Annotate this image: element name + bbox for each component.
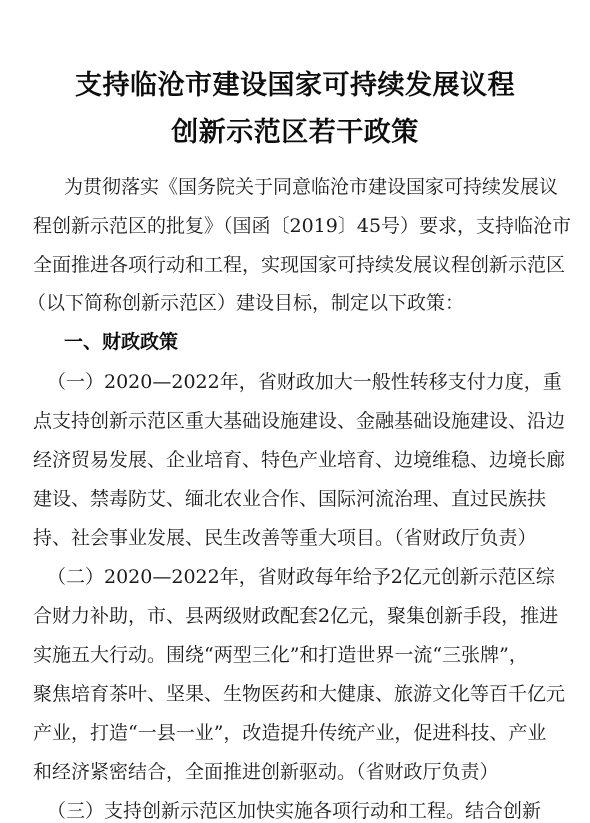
item-1-line-5-text: 持、社会事业发展、民生改善等重大项目。（省财政厅负责）	[33, 527, 537, 549]
item-2-line-4-text: 聚焦培育茶叶、坚果、生物医药和大健康、旅游文化等百千亿元	[33, 683, 566, 705]
item-1-line-1-text: （一）2020—2022年，省财政加大一般性转移支付力度，重	[47, 371, 562, 393]
document-title-line-1: 支持临沧市建设国家可持续发展议程	[75, 70, 515, 101]
item-1-line-2-text: 点支持创新示范区重大基础设施建设、金融基础设施建设、沿边	[33, 410, 566, 432]
item-1-line-4-text: 建设、禁毒防艾、缅北农业合作、国际河流治理、直过民族扶	[33, 488, 547, 510]
intro-line-3-text: 全面推进各项行动和工程，实现国家可持续发展议程创新示范区	[33, 254, 566, 276]
item-2-line-5-text: 产业，打造“一县一业”，改造提升传统产业，促进科技、产业	[33, 722, 547, 744]
item-1-line-3-text: 经济贸易发展、企业培育、特色产业培育、边境维稳、边境长廊	[33, 449, 566, 471]
intro-line-4-text: （以下简称创新示范区）建设目标，制定以下政策：	[27, 292, 465, 314]
intro-line-1-text: 为贯彻落实《国务院关于同意临沧市建设国家可持续发展议	[64, 176, 559, 198]
item-3-line-1-text: （三）支持创新示范区加快实施各项行动和工程。结合创新	[47, 800, 542, 822]
item-2-line-1-text: （二）2020—2022年，省财政每年给予2亿元创新示范区综	[47, 566, 555, 588]
document-title-line-2: 创新示范区若干政策	[171, 117, 419, 148]
intro-line-2-text: 程创新示范区的批复》（国函〔2019〕45号）要求，支持临沧市	[33, 215, 572, 237]
item-2-line-2-text: 合财力补助，市、县两级财政配套2亿元，聚集创新手段，推进	[33, 605, 559, 627]
item-2-line-6-text: 和经济紧密结合，全面推进创新驱动。（省财政厅负责）	[33, 761, 499, 783]
section-heading-text: 一、财政政策	[64, 331, 179, 353]
item-2-line-3-text: 实施五大行动。围绕“两型三化”和打造世界一流“三张牌”，	[33, 644, 528, 666]
